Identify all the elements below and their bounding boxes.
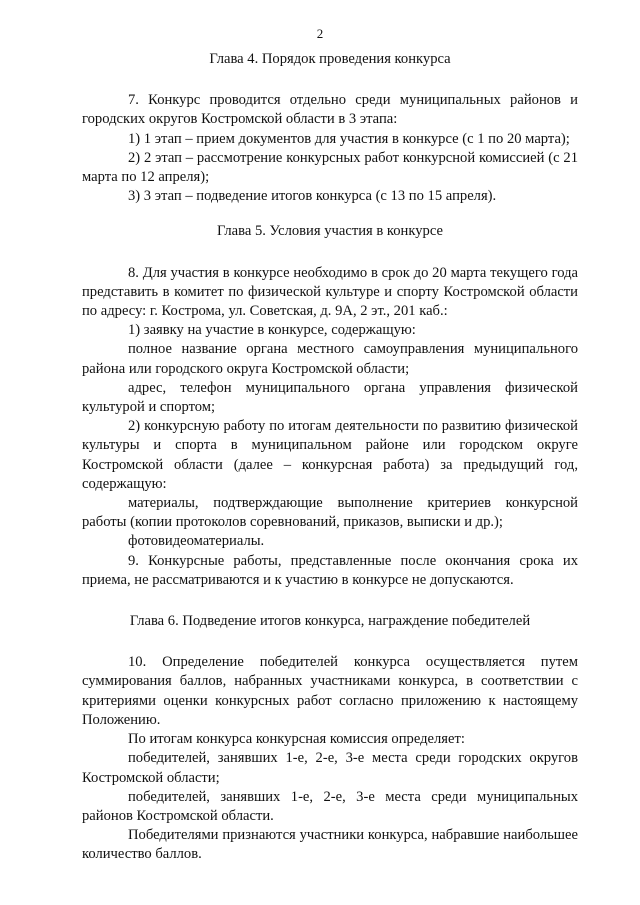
stage-3: 3) 3 этап – подведение итогов конкурса (с 13 по 15 апреля).	[128, 188, 497, 205]
stage-2: 2) 2 этап – рассмотрение конкурсных работ конкурсной комиссией (с 21 марта по 12 апреля);	[82, 149, 578, 186]
page-number: 2	[316, 26, 324, 41]
chapter-4-title: Глава 4. Порядок проведения конкурса	[209, 51, 451, 67]
stage-1: 1) 1 этап – прием документов для участия в конкурсе (с 1 по 20 марта);	[128, 130, 570, 147]
commission-determines: По итогам конкурса конкурсная комиссия определяет:	[128, 731, 465, 748]
item-2-b: фотовидеоматериалы.	[128, 533, 265, 550]
item-1-b: адрес, телефон муниципального органа управления физической культурой и спортом;	[82, 379, 578, 416]
item-2: 2) конкурсную работу по итогам деятельности по развитию физической культуры и спорта в муниципальном районе или городском округе Костромской области (далее – конкурсная работа) за предыдущий год, содержащую:	[82, 418, 578, 492]
paragraph-9: 9. Конкурсные работы, представленные после окончания срока их приема, не рассматриваются и к участию в конкурсе не допускаются.	[82, 552, 578, 588]
chapter-5-title: Глава 5. Условия участия в конкурсе	[217, 223, 443, 240]
winners-municipal-districts: победителей, занявших 1-е, 2-е, 3-е места среди муниципальных районов Костромской области.	[82, 788, 578, 824]
document-body	[82, 50, 578, 865]
item-1: 1) заявку на участие в конкурсе, содержащую:	[128, 322, 416, 339]
winners-rule: Победителями признаются участники конкурса, набравшие наибольшее количество баллов.	[82, 827, 578, 863]
winners-city-districts: победителей, занявших 1-е, 2-е, 3-е места среди городских округов Костромской области;	[82, 750, 578, 786]
paragraph-10: 10. Определение победителей конкурса осуществляется путем суммирования баллов, набранных участниками конкурса, в соответствии с критериями оценки конкурсных работ согласно приложению к настоящему Положению.	[82, 654, 578, 728]
paragraph-7: 7. Конкурс проводится отдельно среди муниципальных районов и городских округов Костромской области в 3 этапа:	[82, 92, 578, 128]
item-1-a: полное название органа местного самоуправления муниципального района или городского округа Костромской области;	[82, 341, 578, 377]
chapter-6-title: Глава 6. Подведение итогов конкурса, награждение победителей	[129, 613, 531, 630]
paragraph-8: 8. Для участия в конкурсе необходимо в срок до 20 марта текущего года представить в комитет по физической культуре и спорту Костромской области по адресу: г. Кострома, ул. Советская, д. 9А, 2 эт., 201 каб.:	[82, 264, 578, 320]
item-2-a: материалы, подтверждающие выполнение критериев конкурсной работы (копии протоколов соревнований, приказов, выписки и др.);	[82, 495, 578, 531]
